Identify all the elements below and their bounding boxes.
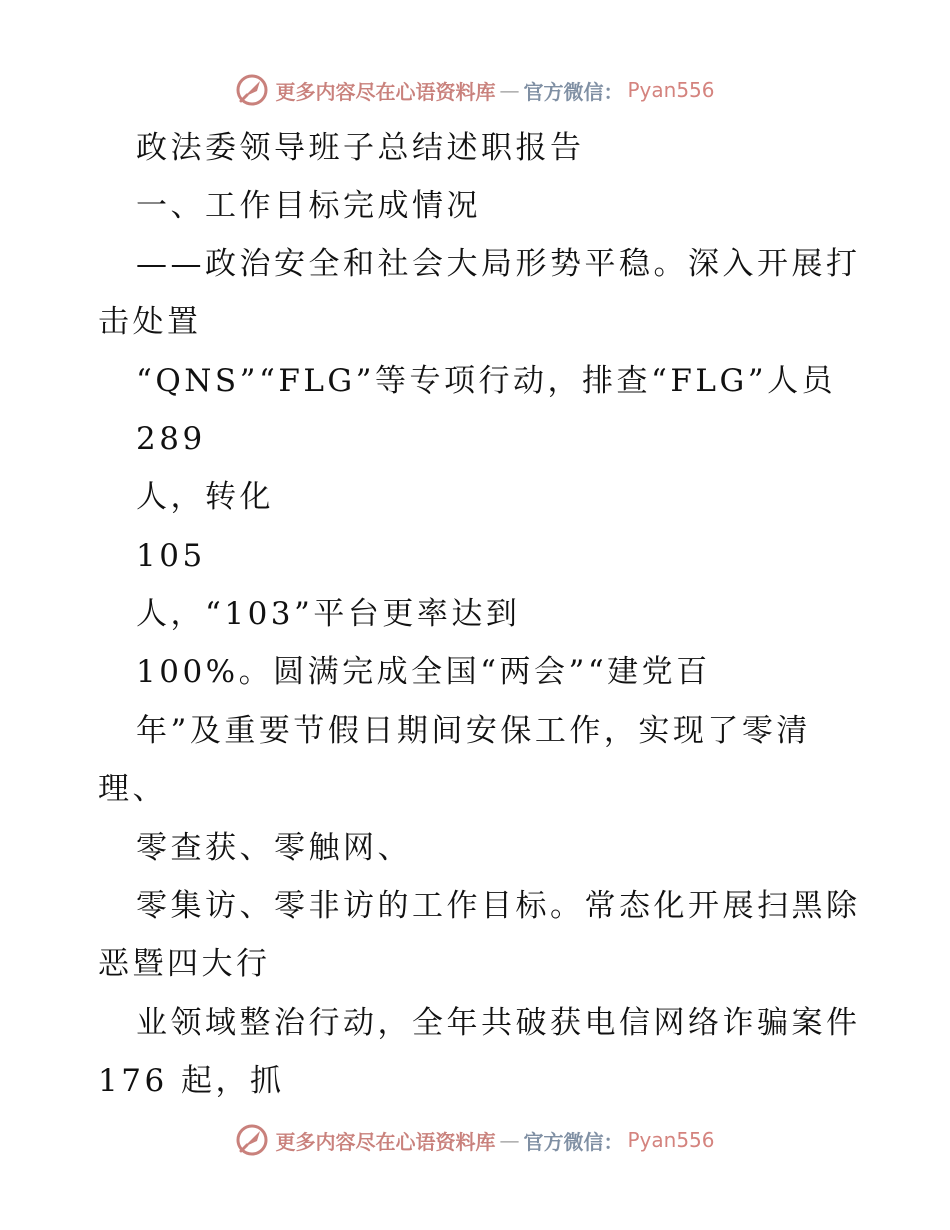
watermark-separator: — bbox=[499, 1128, 520, 1152]
watermark-wechat-id: Pyan556 bbox=[627, 1128, 715, 1152]
quill-logo-icon bbox=[235, 1123, 269, 1157]
footer-watermark bbox=[0, 1120, 950, 1160]
paragraph-line: 年”及重要节假日期间安保工作，实现了零清 bbox=[136, 713, 811, 749]
paragraph-line: 人，“103”平台更率达到 bbox=[136, 596, 521, 632]
paragraph-line: 100%。圆满完成全国“两会”“建党百 bbox=[136, 654, 711, 690]
header-watermark bbox=[0, 70, 950, 110]
paragraph-line: 176 起，抓 bbox=[98, 1063, 285, 1099]
paragraph-line: 人，转化 bbox=[136, 479, 274, 515]
watermark-wechat-id: Pyan556 bbox=[627, 78, 715, 102]
paragraph-line: 恶暨四大行 bbox=[98, 946, 271, 982]
watermark-site-text: 更多内容尽在心语资料库 bbox=[275, 1129, 496, 1154]
paragraph-line: 业领域整治行动，全年共破获电信网络诈骗案件 bbox=[136, 1005, 861, 1041]
paragraph-line: ——政治安全和社会大局形势平稳。深入开展打 bbox=[136, 246, 861, 282]
paragraph-line: 击处置 bbox=[98, 304, 202, 340]
watermark-site-text: 更多内容尽在心语资料库 bbox=[275, 79, 496, 104]
paragraph-line: 105 bbox=[136, 538, 206, 574]
watermark-wechat-label: 官方微信： bbox=[523, 1129, 624, 1154]
watermark-separator: — bbox=[499, 78, 520, 102]
paragraph-line: “QNS”“FLG”等专项行动，排查“FLG”人员 bbox=[136, 363, 837, 399]
document-title: 政法委领导班子总结述职报告 bbox=[136, 130, 585, 166]
paragraph-line: 零查获、零触网、 bbox=[136, 830, 412, 866]
watermark-wechat-label: 官方微信： bbox=[523, 79, 624, 104]
paragraph-line: 289 bbox=[136, 421, 206, 457]
section-heading: 一、工作目标完成情况 bbox=[136, 188, 481, 224]
paragraph-line: 理、 bbox=[98, 771, 167, 807]
quill-logo-icon bbox=[235, 73, 269, 107]
paragraph-line: 零集访、零非访的工作目标。常态化开展扫黑除 bbox=[136, 888, 861, 924]
